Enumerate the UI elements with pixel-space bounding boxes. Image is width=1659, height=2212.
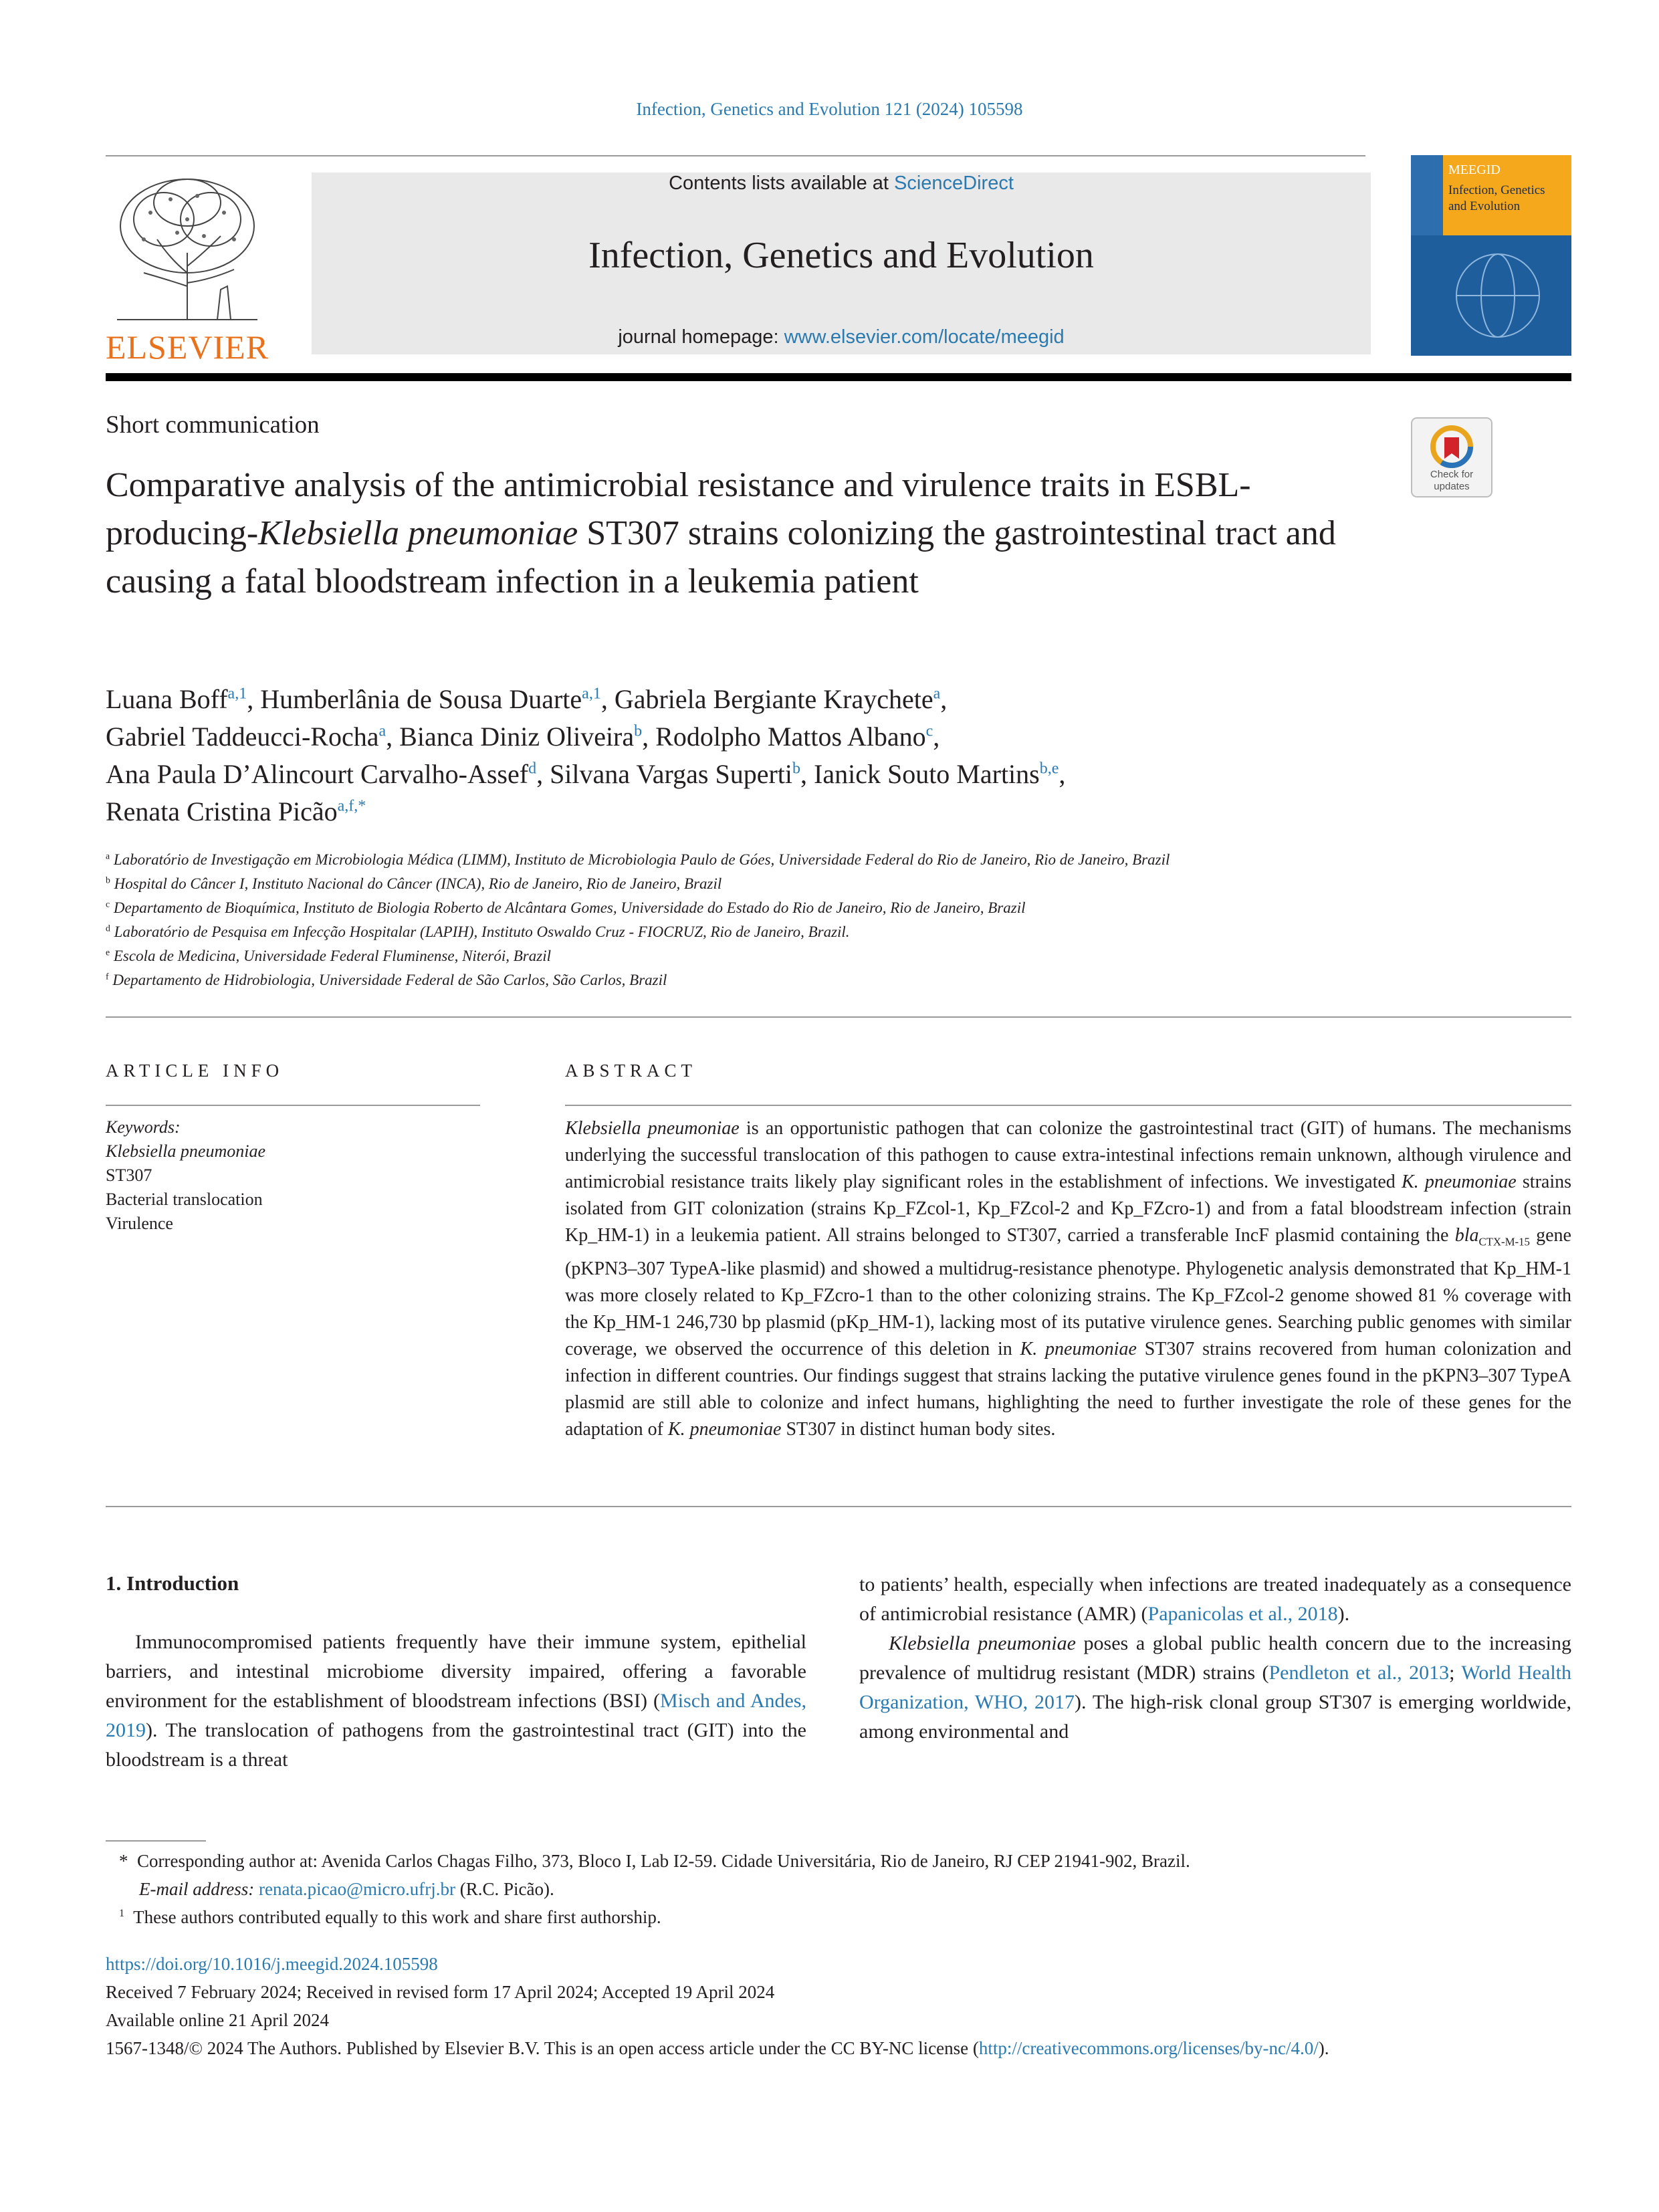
article-title [106,461,1396,606]
author[interactable]: Bianca Diniz Oliveira$^b$ [399,722,643,752]
license-link[interactable]: http://creativecommons.org/licenses/by-nc/4.0/ [978,2038,1319,2058]
svg-text:updates: updates [1434,481,1470,492]
keyword: Virulence [106,1214,173,1233]
affiliation-list [106,848,1570,992]
abstract-end-rule [106,1506,1571,1507]
header-rule [106,155,1365,156]
footnote-rule [106,1840,206,1842]
header-thick-rule [106,373,1571,381]
author-list: Luana Boff$^{a,1}$, Humberlânia de Sousa Duarte$^{a,1}$, Gabriela Bergiante Kraychete$^a$, Gabriel Taddeucci-Rocha$^a$, Bianca Diniz Oliveira$^b$, Rodolpho Mattos Albano$^c$, Ana Paula D’Alincourt Carvalho-Assef$^d$, Silvana Vargas Superti$^b$, Ianick Souto Martins$^{b,e}$, Renata Cristina Picão$^{a,f,*}$ [106,684,1066,826]
keyword: ST307 [106,1166,152,1185]
author[interactable]: Gabriela Bergiante Kraychete$^a$ [614,684,941,714]
affiliation: $^e$ Escola de Medicina, Universidade Federal Fluminense, Niterói, Brazil [106,947,551,964]
keywords-label: Keywords: [106,1117,181,1137]
author[interactable]: Renata Cristina Picão$^{a,f,*}$ [106,796,366,826]
citation-link[interactable]: Pendleton et al., 2013 [1268,1662,1450,1684]
homepage-prefix: journal homepage: [618,326,784,348]
homepage-link[interactable]: www.elsevier.com/locate/meegid [784,326,1065,348]
email-link[interactable]: renata.picao@micro.ufrj.br [258,1879,455,1899]
contents-line [312,173,1371,195]
author[interactable]: Luana Boff$^{a,1}$ [106,684,247,714]
citation-link[interactable]: World Health Organization, WHO, 2017 [859,1662,1571,1713]
keywords-block [106,1115,480,1236]
author[interactable]: Rodolpho Mattos Albano$^c$ [655,722,933,752]
abstract-rule [565,1105,1571,1106]
affiliation: $^c$ Departamento de Bioquímica, Instituto de Biologia Roberto de Alcântara Gomes, Universidade do Estado do Rio de Janeiro, Rio de Janeiro, Brazil [106,899,1026,916]
email-note: E-mail address: renata.picao@micro.ufrj.br (R.C. Picão). [139,1879,554,1899]
affiliation: $^f$ Departamento de Hidrobiologia, Universidade Federal de São Carlos, São Carlos, Brazil [106,971,667,988]
citation-link[interactable]: Misch and Andes, 2019 [106,1690,806,1741]
section-heading-introduction: 1. Introduction [106,1571,239,1595]
author[interactable]: Ana Paula D’Alincourt Carvalho-Assef$^d$ [106,759,537,789]
corresponding-author-note: * Corresponding author at: Avenida Carlos Chagas Filho, 373, Bloco I, Lab I2-59. Cidade Universitária, Rio de Janeiro, RJ CEP 21941-902, Brazil. [119,1851,1190,1871]
keyword: Klebsiella pneumoniae [106,1141,266,1161]
affiliation: $^a$ Laboratório de Investigação em Microbiologia Médica (LIMM), Instituto de Microbiologia Paulo de Góes, Universidade Federal do Rio de Janeiro, Rio de Janeiro, Brazil [106,851,1170,868]
elsevier-wordmark: ELSEVIER [105,328,269,366]
footnotes [119,1847,1557,1931]
doi-link[interactable]: https://doi.org/10.1016/j.meegid.2024.105598 [106,1954,438,1974]
keyword: Bacterial translocation [106,1190,263,1209]
body-column-right [859,1570,1571,1747]
svg-text:Infection, Genetics: Infection, Genetics [1448,183,1545,197]
section-rule [106,1016,1571,1018]
article-info-rule [106,1105,480,1106]
sciencedirect-link[interactable]: ScienceDirect [894,173,1014,194]
check-for-updates-badge[interactable] [1411,417,1492,497]
svg-text:Check for: Check for [1430,469,1474,480]
journal-title: Infection, Genetics and Evolution [588,235,1094,276]
abstract-text: Klebsiella pneumoniae is an opportunistic pathogen that can colonize the gastrointestinal tract (GIT) of humans. The mechanisms underlying the successful translocation of this pathogen to cause extra-intestinal infections remain unknown, although virulence and antimicrobial resistance traits likely play significant roles in the establishment of infections. We investigated K. pneumoniae strains isolated from GIT colonization (strains Kp_FZcol-1, Kp_FZcol-2 and Kp_FZcro-1) and from a fatal bloodstream infection (strain Kp_HM-1) in a leukemia patient. All strains belonged to ST307, carried a transferable IncF plasmid containing the bla$_{CTX-M-15}$ gene (pKPN3–307 TypeA-like plasmid) and showed a multidrug-resistance phenotype. Phylogenetic analysis demonstrated that Kp_HM-1 was more closely related to Kp_FZcro-1 than to the other colonizing strains. The Kp_FZcol-2 genome showed 81 % coverage with the Kp_HM-1 246,730 bp plasmid (pKp_HM-1), lacking most of its putative virulence genes. Searching public genomes with similar coverage, we observed the occurrence of this deletion in K. pneumoniae ST307 strains recovered from human colonization and infection in different countries. Our findings suggest that strains lacking the putative virulence genes found in the pKPN3–307 TypeA plasmid are still able to colonize and infect humans, highlighting the need to further investigate the role of these genes for the adaptation of K. pneumoniae ST307 in distinct human body sites. [565,1118,1572,1440]
article-info-heading: ARTICLE INFO [106,1061,284,1081]
author[interactable]: Silvana Vargas Superti$^b$ [550,759,800,789]
svg-text:and Evolution: and Evolution [1448,199,1521,213]
article-type: Short communication [106,411,320,439]
body-column-left [106,1628,806,1775]
available-online: Available online 21 April 2024 [106,2010,329,2030]
journal-reference[interactable]: Infection, Genetics and Evolution 121 (2024) 105598 [636,99,1023,119]
journal-cover-image [1411,155,1571,356]
title-part-2: ST307 strains colonizing the gastrointestinal tract and causing a fatal bloodstream infection in a leukemia patient [106,514,1336,600]
title-organism: Klebsiella pneumoniae [258,514,578,552]
author[interactable]: Ianick Souto Martins$^{b,e}$ [814,759,1059,789]
abstract-heading: ABSTRACT [565,1061,697,1081]
license-line: 1567-1348/© 2024 The Authors. Published by Elsevier B.V. This is an open access article under the CC BY-NC license (http://creativecommons.org/licenses/by-nc/4.0/). [106,2038,1329,2058]
homepage-line [312,326,1371,348]
affiliation: $^b$ Hospital do Câncer I, Instituto Nacional do Câncer (INCA), Rio de Janeiro, Rio de Janeiro, Brazil [106,875,722,892]
dates: Received 7 February 2024; Received in revised form 17 April 2024; Accepted 19 April 2024 [106,1982,775,2002]
paragraph: Klebsiella pneumoniae poses a global public health concern due to the increasing prevalence of multidrug resistant (MDR) strains (Pendleton et al., 2013; World Health Organization, WHO, 2017). The high-risk clonal group ST307 is emerging worldwide, among environmental and [859,1632,1572,1743]
author[interactable]: Gabriel Taddeucci-Rocha$^a$ [106,722,386,752]
equal-contribution-note: $^1$ These authors contributed equally to this work and share first authorship. [119,1907,661,1927]
affiliation: $^d$ Laboratório de Pesquisa em Infecção Hospitalar (LAPIH), Instituto Oswaldo Cruz - FIOCRUZ, Rio de Janeiro, Brazil. [106,923,850,940]
contents-prefix: Contents lists available at [669,173,894,194]
cover-label: MEEGID [1448,162,1501,177]
title-part-1: Comparative analysis of the antimicrobial resistance and virulence traits in ESBL-producing- [106,466,1251,552]
citation-link[interactable]: Papanicolas et al., 2018 [1147,1603,1338,1625]
author[interactable]: Humberlânia de Sousa Duarte$^{a,1}$ [260,684,601,714]
paragraph: to patients’ health, especially when infections are treated inadequately as a consequence of antimicrobial resistance (AMR) (Papanicolas et al., 2018). [859,1573,1571,1625]
paragraph: Immunocompromised patients frequently have their immune system, epithelial barriers, and intestinal microbiome diversity impaired, offering a favorable environment for the establishment of bloodstream infections (BSI) (Misch and Andes, 2019). The translocation of pathogens from the gastrointestinal tract (GIT) into the bloodstream is a threat [106,1631,806,1771]
publication-info [106,1950,1571,2062]
